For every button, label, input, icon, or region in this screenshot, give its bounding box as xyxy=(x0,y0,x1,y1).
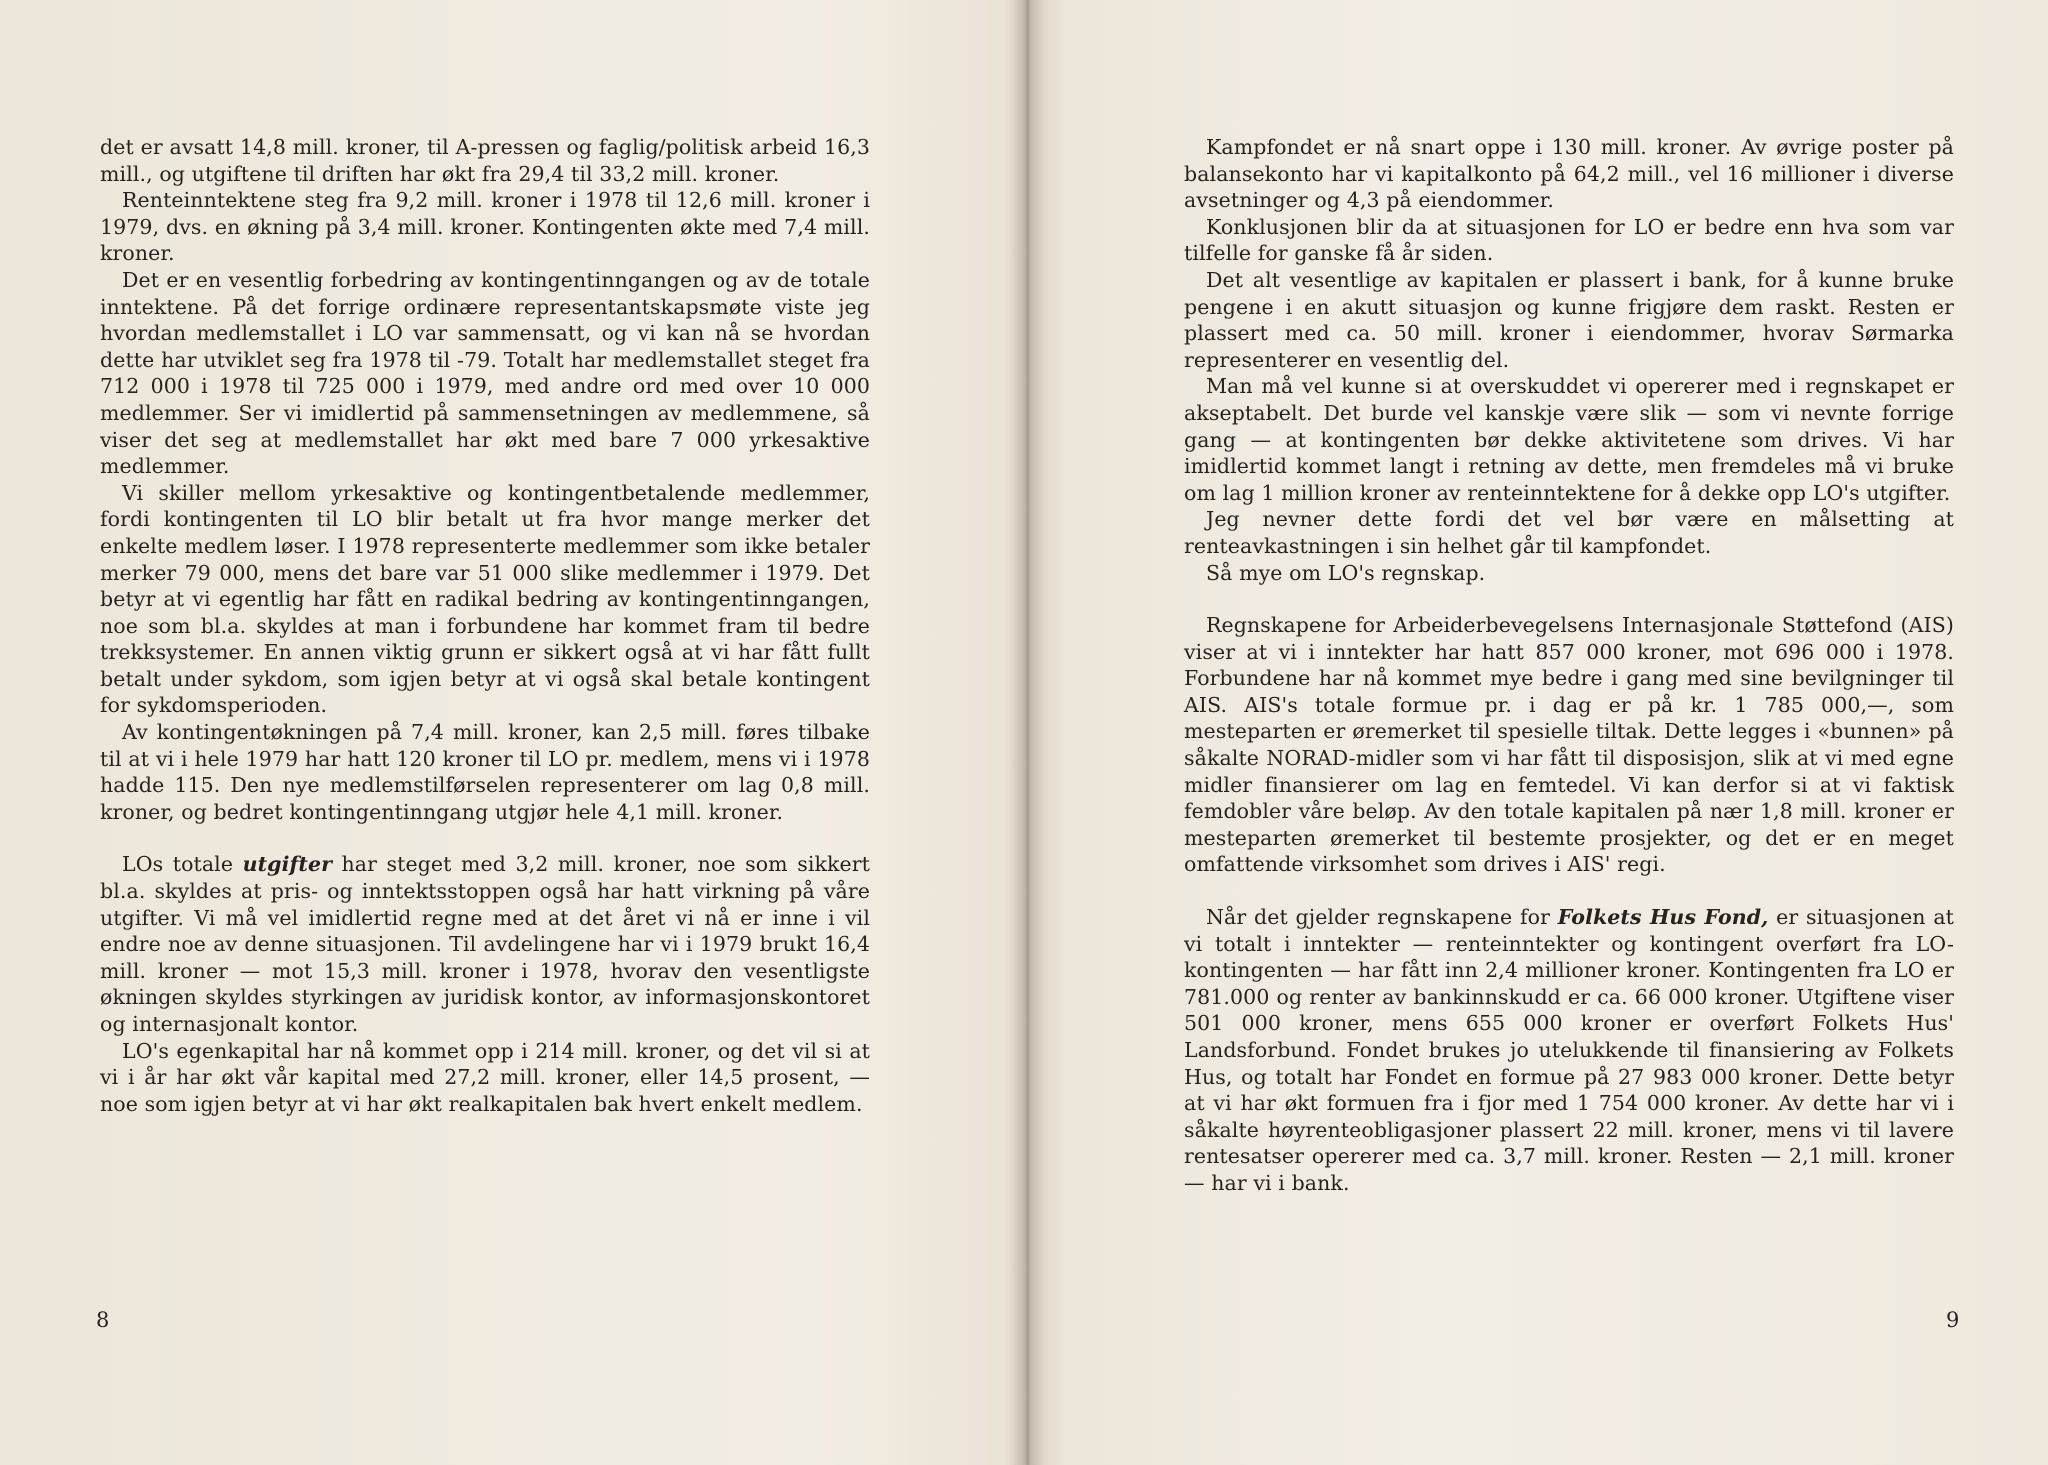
right-paragraph-4: Man må vel kunne si at overskuddet vi opererer med i regnskapet er akseptabelt. Det burde vel kanskje være slik — som vi nevnte forrige gang — at kontingenten bør dekke aktivitetene som drives. Vi har imidlertid kommet langt i retning av dette, men fremdeles må vi bruke om lag 1 million kroner av renteinntektene for å dekke opp LO's utgifter. xyxy=(1184,374,1954,505)
right-paragraph-3: Det alt vesentlige av kapitalen er plassert i bank, for å kunne bruke pengene i en akutt situasjon og kunne frigjøre dem raskt. Resten er plassert med ca. 50 mill. kroner i eiendommer, hvorav Sørmarka representerer en vesentlig del. xyxy=(1184,267,1954,372)
left-paragraph-6-rest: har steget med 3,2 mill. kroner, noe som sikkert bl.a. skyldes at pris- og inntektsstoppen også har hatt virkning på våre utgifter. Vi må vel imidlertid regne med at det året vi nå er inne i vil endre noe av denne situasjonen. Til avdelingene har vi i 1979 brukt 16,4 mill. kroner — mot 15,3 mill. kroner i 1978, hvorav den vesentligste økningen skyldes styrkingen av juridisk kontor, av informasjonskontoret og internasjonalt kontor. xyxy=(100,852,870,1036)
right-paragraph-ais: Regnskapene for Arbeiderbevegelsens Internasjonale Støttefond (AIS) viser at vi i inntekter har hatt 857 000 kroner, mot 696 000 i 1978. Forbundene har nå kommet mye bedre i gang med sine bevilgninger til AIS. AIS's totale formue pr. i dag er på kr. 1 785 000,—, som mesteparten er øremerket til spesielle tiltak. Dette legges i «bunnen» på såkalte NORAD-midler som vi har fått til disposisjon, slik at vi med egne midler finansierer om lag en femtedel. Vi kan derfor si at vi faktisk femdobler våre beløp. Av den totale kapitalen på nær 1,8 mill. kroner er mesteparten øremerket til bestemte prosjekter, og det er en meget omfattende virksomhet som drives i AIS' regi. xyxy=(1184,613,1954,877)
right-paragraph-6: Så mye om LO's regnskap. xyxy=(1206,560,1486,585)
emphasis-folkets-hus-fond: Folkets Hus Fond, xyxy=(1557,905,1769,930)
right-page xyxy=(1024,0,2048,1465)
emphasis-utgifter: utgifter xyxy=(242,852,332,877)
left-paragraph-7: LO's egenkapital har nå kommet opp i 214 mill. kroner, og det vil si at vi i år har økt vår kapital med 27,2 mill. kroner, eller 14,5 prosent, — noe som igjen betyr at vi har økt realkapitalen bak hvert enkelt medlem. xyxy=(100,1038,870,1116)
right-paragraph-fh-rest: er situasjonen at vi totalt i inntekter — renteinntekter og kontingent overført fra LO-kontingenten — har fått inn 2,4 millioner kroner. Kontingenten fra LO er 781.000 og renter av bankinnskudd er ca. 66 000 kroner. Utgiftene viser 501 000 kroner, mens 655 000 kroner er overført Folkets Hus' Landsforbund. Fondet brukes jo utelukkende til finansiering av Folkets Hus, og totalt har Fondet en formue på 27 983 000 kroner. Dette betyr at vi har økt formuen fra i fjor med 1 754 000 kroner. Av dette har vi i såkalte høyrenteobligasjoner plassert 22 mill. kroner, mens vi til lavere rentesatser opererer med ca. 3,7 mill. kroner. Resten — 2,1 mill. kroner — har vi i bank. xyxy=(1184,905,1954,1195)
right-paragraph-2: Konklusjonen blir da at situasjonen for LO er bedre enn hva som var tilfelle for ganske få år siden. xyxy=(1184,214,1954,266)
left-text-column xyxy=(100,134,870,1117)
left-paragraph-3: Det er en vesentlig forbedring av kontingentinngangen og av de totale inntektene. På det forrige ordinære representantskapsmøte viste jeg hvordan medlemstallet i LO var sammensatt, og vi kan nå se hvordan dette har utviklet seg fra 1978 til -79. Totalt har medlemstallet steget fra 712 000 i 1978 til 725 000 i 1979, med andre ord med over 10 000 medlemmer. Ser vi imidlertid på sammensetningen av medlemmene, så viser det seg at medlemstallet har økt med bare 7 000 yrkesaktive medlemmer. xyxy=(100,267,870,479)
right-paragraph-1: Kampfondet er nå snart oppe i 130 mill. kroner. Av øvrige poster på balansekonto har vi kapitalkonto på 64,2 mill., vel 16 millioner i diverse avsetninger og 4,3 på eiendommer. xyxy=(1184,135,1954,213)
right-paragraph-fh-lead: Når det gjelder regnskapene for xyxy=(1206,905,1558,930)
page-number-left: 8 xyxy=(96,1308,110,1332)
left-paragraph-5: Av kontingentøkningen på 7,4 mill. kroner, kan 2,5 mill. føres tilbake til at vi i hele 1979 har hatt 120 kroner til LO pr. medlem, mens vi i 1978 hadde 115. Den nye medlemstilførselen representerer om lag 0,8 mill. kroner, og bedret kontingentinngang utgjør hele 4,1 mill. kroner. xyxy=(100,720,870,824)
left-paragraph-2: Renteinntektene steg fra 9,2 mill. kroner i 1978 til 12,6 mill. kroner i 1979, dvs. en økning på 3,4 mill. kroner. Kontingenten økte med 7,4 mill. kroner. xyxy=(100,188,870,266)
left-page xyxy=(0,0,1022,1465)
page-number-right: 9 xyxy=(1946,1308,1960,1332)
left-paragraph-4: Vi skiller mellom yrkesaktive og kontingentbetalende medlemmer, fordi kontingenten til LO blir betalt ut fra hvor mange merker det enkelte medlem løser. I 1978 representerte medlemmer som ikke betaler merker 79 000, mens det bare var 51 000 slike medlemmer i 1979. Det betyr at vi egentlig har fått en radikal bedring av kontingentinngangen, noe som bl.a. skyldes at man i forbundene har kommet fram til bedre trekksystemer. En annen viktig grunn er sikkert også at vi har fått fullt betalt under sykdom, som igjen betyr at vi også skal betale kontingent for sykdomsperioden. xyxy=(100,480,870,718)
right-text-column xyxy=(1184,134,1954,1197)
left-paragraph-6-lead: LOs totale xyxy=(122,852,243,877)
right-paragraph-folkets-hus xyxy=(1184,904,1954,1197)
left-paragraph-6 xyxy=(100,851,870,1037)
left-paragraph-1: det er avsatt 14,8 mill. kroner, til A-pressen og faglig/politisk arbeid 16,3 mill., og utgiftene til driften har økt fra 29,4 til 33,2 mill. kroner. xyxy=(100,135,870,186)
right-paragraph-5: Jeg nevner dette fordi det vel bør være en målsetting at renteavkastningen i sin helhet går til kampfondet. xyxy=(1184,507,1954,558)
